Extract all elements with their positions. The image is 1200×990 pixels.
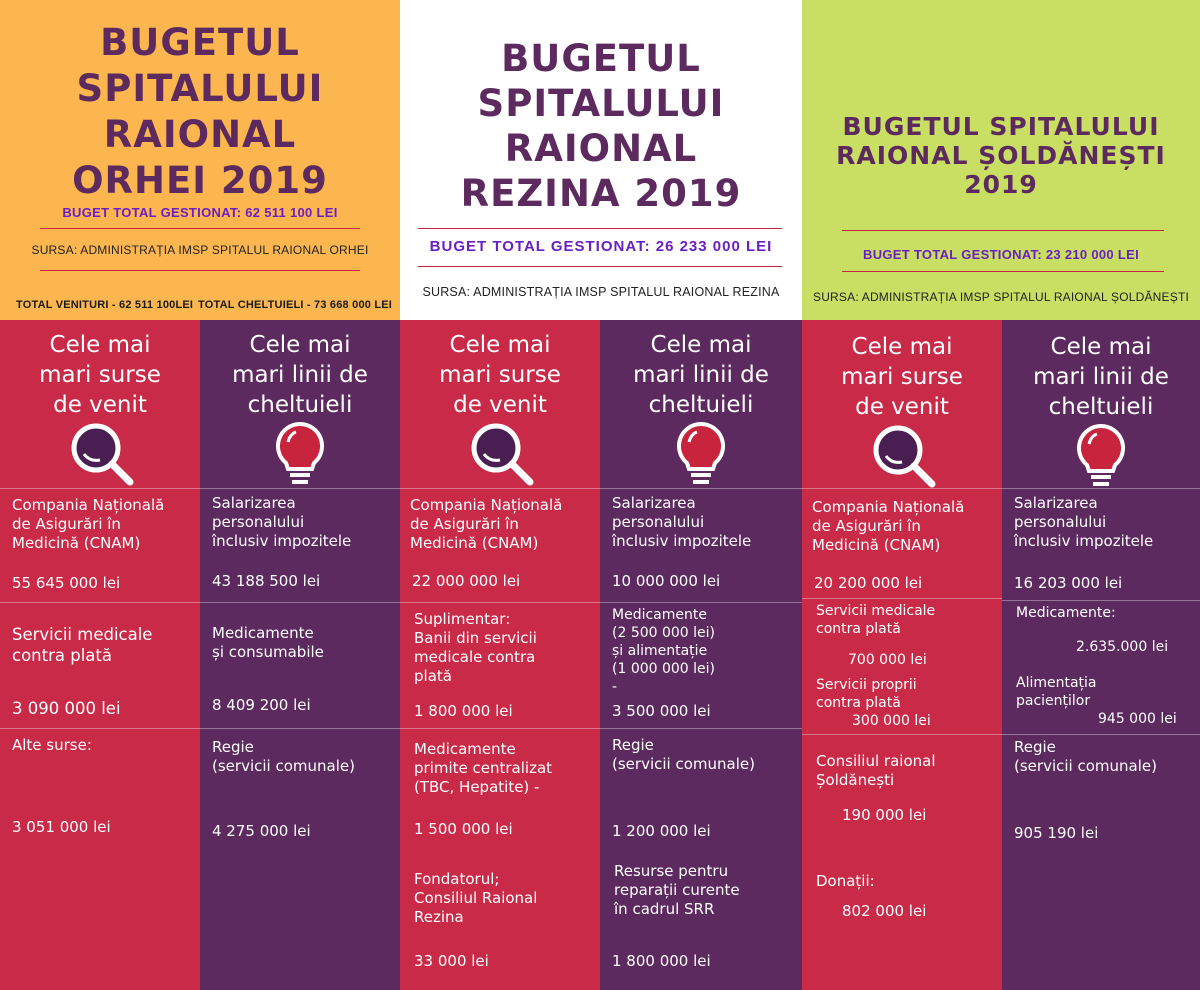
total-income-orhei: TOTAL VENITURI - 62 511 100LEI xyxy=(16,299,194,311)
income-item-value: 55 645 000 lei xyxy=(12,574,121,592)
expense-item-value: 1 800 000 lei xyxy=(612,952,711,970)
income-item-value: 700 000 lei xyxy=(848,652,927,668)
income-item-value: 20 200 000 lei xyxy=(814,574,923,592)
income-item-label: Compania Națională de Asigurări în Medicină (CNAM) xyxy=(410,496,563,552)
total-expense-orhei: TOTAL CHELTUIELI - 73 668 000 LEI xyxy=(198,299,393,311)
budget-total-soldanesti: BUGET TOTAL GESTIONAT: 23 210 000 LEI xyxy=(863,247,1139,262)
income-item-value: 33 000 lei xyxy=(414,952,489,970)
income-item-label: Servicii medicale contra plată xyxy=(816,603,936,637)
divider xyxy=(40,228,360,229)
column-header: Cele mai mari linii de cheltuieli xyxy=(633,332,769,418)
expense-item-value: 3 500 000 lei xyxy=(612,702,711,720)
income-item-label: Servicii proprii contra plată xyxy=(816,677,917,711)
income-item-label: Fondatorul; Consiliul Raional Rezina xyxy=(414,870,538,926)
expense-item-value: 4 275 000 lei xyxy=(212,822,311,840)
expense-item-label: Regie (servicii comunale) xyxy=(1014,738,1157,775)
header-soldanesti xyxy=(802,0,1200,320)
divider xyxy=(842,271,1164,272)
income-item-value: 802 000 lei xyxy=(842,902,927,920)
expense-item-value: 43 188 500 lei xyxy=(212,572,321,590)
orhei-income-column xyxy=(0,320,200,990)
divider xyxy=(418,228,782,229)
lightbulb-icon xyxy=(661,420,741,490)
expense-item-value: 16 203 000 lei xyxy=(1014,574,1123,592)
income-item-value: 1 800 000 lei xyxy=(414,702,513,720)
income-item-label: Medicamente primite centralizat (TBC, Hepatite) - xyxy=(414,740,553,796)
soldanesti-income-column xyxy=(802,320,1002,990)
source-rezina: SURSA: ADMINISTRAȚIA IMSP SPITALUL RAIONAL REZINA xyxy=(422,285,780,299)
income-item-label: Donații: xyxy=(816,872,875,890)
header-rezina xyxy=(400,0,802,320)
column-header: Cele mai mari linii de cheltuieli xyxy=(1033,334,1169,420)
expense-item-label: Medicamente și consumabile xyxy=(212,624,324,661)
title-soldanesti: BUGETUL SPITALULUI RAIONAL ȘOLDĂNEȘTI 2019 xyxy=(836,112,1166,199)
divider xyxy=(418,266,782,267)
expense-item-label: Resurse pentru reparații curente în cadrul SRR xyxy=(614,862,740,918)
magnifier-icon xyxy=(60,420,140,490)
expense-item-label: Medicamente (2 500 000 lei) și alimentație (1 000 000 lei) - xyxy=(612,607,716,695)
income-item-label: Suplimentar: Banii din servicii medicale contra plată xyxy=(414,610,537,685)
column-header: Cele mai mari surse de venit xyxy=(439,332,561,418)
expense-item-value: 8 409 200 lei xyxy=(212,696,311,714)
divider xyxy=(40,270,360,271)
income-item-value: 22 000 000 lei xyxy=(412,572,521,590)
expense-item-label: Regie (servicii comunale) xyxy=(212,738,355,775)
column-header: Cele mai mari surse de venit xyxy=(39,332,161,418)
lightbulb-icon xyxy=(1061,422,1141,492)
rezina-income-column xyxy=(400,320,600,990)
lightbulb-icon xyxy=(260,420,340,490)
orhei-expense-column xyxy=(200,320,400,990)
budget-total-rezina: BUGET TOTAL GESTIONAT: 26 233 000 LEI xyxy=(429,238,773,255)
expense-item-label: Regie (servicii comunale) xyxy=(612,736,755,773)
expense-item-label: Salarizarea personalului înclusiv impozitele xyxy=(1014,494,1154,550)
magnifier-icon xyxy=(460,420,540,490)
column-header: Cele mai mari linii de cheltuieli xyxy=(232,332,368,418)
income-item-value: 3 090 000 lei xyxy=(12,699,121,718)
expense-item-value: 1 200 000 lei xyxy=(612,822,711,840)
income-item-value: 300 000 lei xyxy=(852,713,931,729)
source-orhei: SURSA: ADMINISTRAȚIA IMSP SPITALUL RAIONAL ORHEI xyxy=(31,243,369,257)
income-item-label: Servicii medicale contra plată xyxy=(12,625,153,665)
income-item-value: 1 500 000 lei xyxy=(414,820,513,838)
income-item-label: Compania Națională de Asigurări în Medicină (CNAM) xyxy=(812,498,965,554)
income-item-label: Compania Națională de Asigurări în Medicină (CNAM) xyxy=(12,496,165,552)
column-header: Cele mai mari surse de venit xyxy=(841,334,963,420)
header-orhei xyxy=(0,0,400,320)
expense-item-value: 945 000 lei xyxy=(1098,711,1177,727)
rezina-expense-column xyxy=(600,320,802,990)
expense-item-value: 905 190 lei xyxy=(1014,824,1099,842)
income-item-value: 3 051 000 lei xyxy=(12,818,111,836)
source-soldanesti: SURSA: ADMINISTRAȚIA IMSP SPITALUL RAIONAL ȘOLDĂNEȘTI xyxy=(812,290,1190,304)
expense-item-value: 10 000 000 lei xyxy=(612,572,721,590)
divider xyxy=(842,230,1164,231)
income-item-label: Consiliul raional Șoldănești xyxy=(816,752,936,789)
expense-item-label: Alimentația pacienților xyxy=(1016,675,1097,709)
magnifier-icon xyxy=(862,422,942,492)
title-orhei: BUGETUL SPITALULUI RAIONAL ORHEI 2019 xyxy=(72,21,328,202)
income-item-label: Alte surse: xyxy=(12,736,92,754)
expense-item-value: 2.635.000 lei xyxy=(1076,639,1169,655)
title-rezina: BUGETUL SPITALULUI RAIONAL REZINA 2019 xyxy=(460,37,742,215)
expense-item-label: Salarizarea personalului înclusiv impozitele xyxy=(212,494,352,550)
income-item-value: 190 000 lei xyxy=(842,806,927,824)
expense-item-label: Salarizarea personalului înclusiv impozitele xyxy=(612,494,752,550)
budget-total-orhei: BUGET TOTAL GESTIONAT: 62 511 100 LEI xyxy=(62,205,338,220)
soldanesti-expense-column xyxy=(1002,320,1200,990)
expense-item-label: Medicamente: xyxy=(1016,605,1116,621)
